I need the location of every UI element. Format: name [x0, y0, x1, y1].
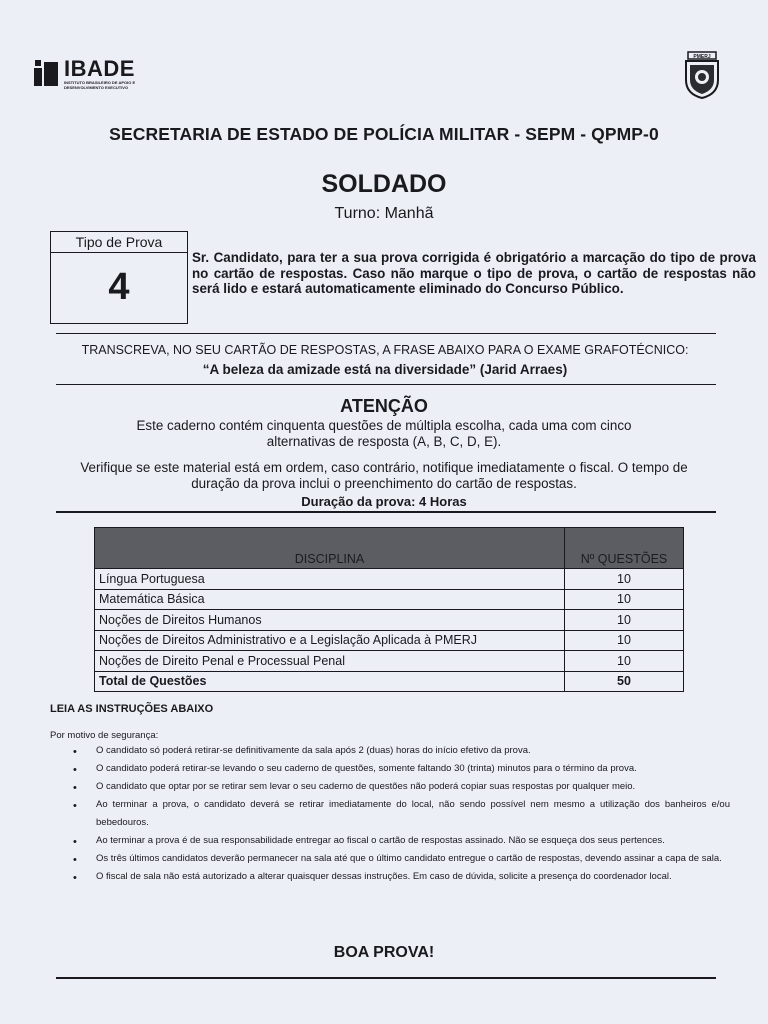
logo-name: IBADE [64, 56, 135, 81]
duracao-prova: Duração da prova: 4 Horas [301, 494, 467, 509]
disciplinas-table [94, 527, 684, 692]
column-header-questoes: Nº QUESTÕES [565, 528, 684, 569]
table-row [95, 610, 684, 631]
grafotecnico-instrucao: TRANSCREVA, NO SEU CARTÃO DE RESPOSTAS, A FRASE ABAIXO PARA O EXAME GRAFOTÉCNICO: [81, 343, 689, 357]
ibade-logo-mark-icon [32, 58, 60, 88]
tipo-prova-label: Tipo de Prova [51, 232, 187, 253]
table-row [95, 589, 684, 610]
table-header-row [95, 528, 684, 569]
disciplina-cell: Noções de Direitos Humanos [95, 610, 565, 631]
disciplina-cell: Matemática Básica [95, 589, 565, 610]
turno-label: Turno: Manhã [334, 205, 434, 222]
disciplina-cell: Noções de Direito Penal e Processual Penal [95, 651, 565, 672]
list-item: • Os três últimos candidatos deverão permanecer na sala até que o último candidato entregue o cartão de respostas, devendo assinar a capa de sala. [50, 850, 730, 868]
pmerj-crest-icon [682, 50, 722, 100]
list-item: • O fiscal de sala não está autorizado a alterar quaisquer dessas instruções. Em caso de dúvida, solicite a presença do coordenador local. [50, 868, 730, 886]
questoes-cell: 10 [565, 610, 684, 631]
total-label-cell: Total de Questões [95, 671, 565, 692]
tipo-prova-box [50, 231, 188, 324]
table-row [95, 630, 684, 651]
table-row [95, 569, 684, 590]
logo-subtitle: INSTITUTO BRASILEIRO DE APOIO E DESENVOLVIMENTO EXECUTIVO [64, 80, 136, 90]
list-item: • O candidato que optar por se retirar sem levar o seu caderno de questões não poderá copiar suas respostas por qualquer meio. [50, 778, 730, 796]
instrucoes-intro: Por motivo de segurança: [50, 730, 159, 741]
crest-label: PMERJ [693, 54, 711, 60]
questoes-cell: 10 [565, 651, 684, 672]
table-row [95, 651, 684, 672]
grafotecnico-frase: “A beleza da amizade está na diversidade” (Jarid Arraes) [202, 362, 568, 377]
instrucoes-list [50, 742, 730, 886]
divider [56, 977, 716, 979]
tipo-prova-aviso: Sr. Candidato, para ter a sua prova corrigida é obrigatório a marcação do tipo de prova no cartão de respostas. Caso não marque o tipo de prova, o cartão de respostas não será lido e estará automaticamente eliminado do Concurso Público. [192, 250, 756, 296]
boa-prova: BOA PROVA! [333, 944, 435, 961]
atencao-paragrafo-1: Este caderno contém cinquenta questões de múltipla escolha, cada uma com cinco alternativas de resposta (A, B, C, D, E). [136, 418, 632, 449]
divider [56, 384, 716, 385]
list-item: • Ao terminar a prova, o candidato deverá se retirar imediatamente do local, não sendo possível nem mesmo a utilização dos banheiros e/ou bebedouros. [50, 796, 730, 832]
disciplina-cell: Noções de Direitos Administrativo e a Legislação Aplicada à PMERJ [95, 630, 565, 651]
list-item: • O candidato poderá retirar-se levando o seu caderno de questões, somente faltando 30 (trinta) minutos para o término da prova. [50, 760, 730, 778]
questoes-cell: 10 [565, 589, 684, 610]
questoes-cell: 10 [565, 569, 684, 590]
cargo-title: SOLDADO [321, 170, 447, 198]
divider [56, 511, 716, 513]
table-total-row [95, 671, 684, 692]
column-header-disciplina: DISCIPLINA [95, 528, 565, 569]
disciplina-cell: Língua Portuguesa [95, 569, 565, 590]
atencao-paragrafo-2: Verifique se este material está em ordem, caso contrário, notifique imediatamente o fiscal. O tempo de duração da prova inclui o preenchimento do cartão de respostas. [80, 460, 688, 491]
questoes-cell: 10 [565, 630, 684, 651]
secretaria-title: SECRETARIA DE ESTADO DE POLÍCIA MILITAR - SEPM - QPMP-0 [109, 124, 659, 144]
total-value-cell: 50 [565, 671, 684, 692]
instrucoes-title: LEIA AS INSTRUÇÕES ABAIXO [50, 703, 214, 715]
list-item: • O candidato só poderá retirar-se definitivamente da sala após 2 (duas) horas do início efetivo da prova. [50, 742, 730, 760]
ibade-logo [32, 58, 144, 90]
list-item: • Ao terminar a prova é de sua responsabilidade entregar ao fiscal o cartão de respostas assinado. Não se esqueça dos seus pertences. [50, 832, 730, 850]
tipo-prova-numero: 4 [108, 266, 130, 308]
atencao-title: ATENÇÃO [340, 396, 428, 416]
divider [56, 333, 716, 334]
